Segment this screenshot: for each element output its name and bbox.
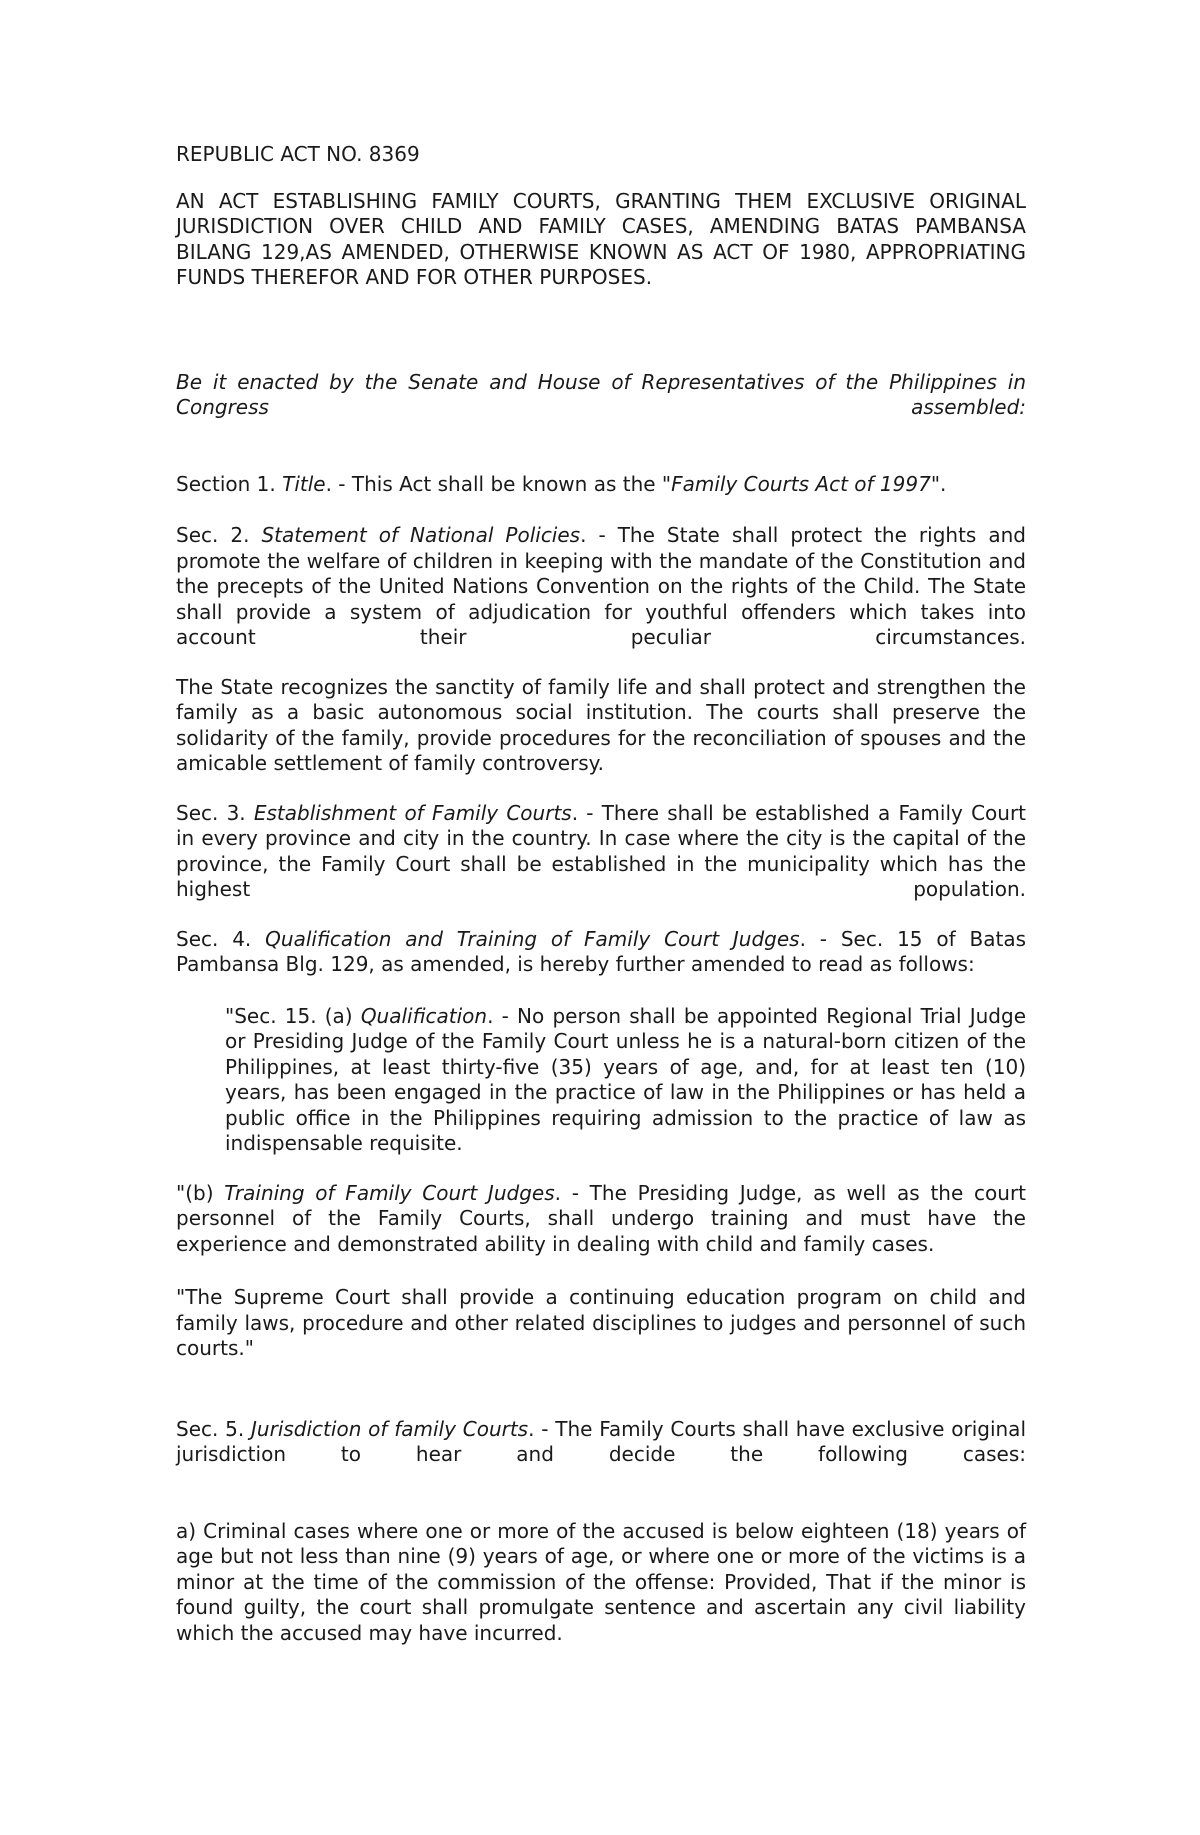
section-2-heading: Statement of National Policies — [261, 523, 581, 547]
section-2-lead: Sec. 2. — [176, 523, 262, 547]
section-4-lead: Sec. 4. — [176, 926, 266, 951]
act-title: AN ACT ESTABLISHING FAMILY COURTS, GRANTING THEM EXCLUSIVE ORIGINAL JURISDICTION OVER CHILD AND FAMILY CASES, AMENDING BATAS PAMBANSA BILANG 129,AS AMENDED, OTHERWISE KNOWN AS ACT OF 1980, APPROPRIATING FUNDS THEREFOR AND FOR OTHER PURPOSES. — [176, 188, 1026, 289]
section-1-tail: ". — [930, 471, 947, 496]
section-3-lead: Sec. 3. — [176, 800, 254, 825]
jurisdiction-item-a: a) Criminal cases where one or more of the accused is below eighteen (18) years of age but not less than nine (9) years of age, or where one or more of the victims is a minor at the time of the commission of the offense: Provided, That if the minor is found guilty, the court shall promulgate sentence and ascertain any civil liability which the accused may have incurred. — [176, 1518, 1026, 1645]
section-2-paragraph-2: The State recognizes the sanctity of family life and shall protect and strengthen the family as a basic autonomous social institution. The courts shall preserve the solidarity of the family, provide procedures for the reconciliation of spouses and the amicable settlement of family controversy. — [176, 674, 1026, 775]
section-4-heading: Qualification and Training of Family Court Judges — [265, 926, 800, 951]
document-page — [176, 142, 1026, 1646]
section-1-act-name: Family Courts Act of 1997 — [671, 471, 931, 496]
section-15-a-lead: "Sec. 15. (a) — [225, 1003, 361, 1028]
section-1-heading: Title — [282, 471, 326, 496]
section-5 — [176, 1417, 1026, 1468]
section-5-lead: Sec. 5. — [176, 1416, 252, 1441]
section-3-heading: Establishment of Family Courts — [253, 800, 572, 825]
act-number-header: REPUBLIC ACT NO. 8369 — [176, 142, 420, 166]
section-15-a-body: . - No person shall be appointed Regional Trial Judge or Presiding Judge of the Family Court unless he is a natural-born citizen of the Philippines, at least thirty-five (35) years of age, and, for at least ten (10) years, has been engaged in the practice of law in the Philippines or has held a public office in the Philippines requiring admission to the practice of law as indispensable requisite. — [225, 1003, 1026, 1155]
section-15-a — [225, 1004, 1026, 1157]
section-1-mid: . - This Act shall be known as the " — [325, 471, 672, 496]
section-2-body: . - The State shall protect the rights and promote the welfare of children in keeping with the mandate of the Constitution and the precepts of the United Nations Convention on the rights of the Child. The State shall provide a system of adjudication for youthful offenders which takes into account their peculiar circumstances. — [176, 523, 1026, 649]
section-15-b-body: . - The Presiding Judge, as well as the court personnel of the Family Courts, shall undergo training and must have the experience and demonstrated ability in dealing with child and family cases. — [176, 1180, 1027, 1256]
section-15-b — [176, 1181, 1026, 1258]
section-1-lead: Section 1. — [176, 471, 283, 496]
section-5-heading: Jurisdiction of family Courts — [251, 1416, 529, 1441]
supreme-court-paragraph: "The Supreme Court shall provide a continuing education program on child and family laws, procedure and other related disciplines to judges and personnel of such courts." — [176, 1285, 1026, 1360]
section-15-a-heading: Qualification — [360, 1003, 488, 1028]
section-3 — [176, 801, 1026, 903]
section-15-b-lead: "(b) — [176, 1180, 225, 1205]
section-1 — [176, 472, 1026, 498]
enacting-clause: Be it enacted by the Senate and House of Representatives of the Philippines in Congress assembled: — [176, 369, 1026, 419]
section-15-b-heading: Training of Family Court Judges — [224, 1180, 555, 1205]
section-2 — [176, 523, 1026, 651]
section-3-body: . - There shall be established a Family Court in every province and city in the country. In case where the city is the capital of the province, the Family Court shall be established in the municipality which has the highest population. — [176, 800, 1027, 901]
section-5-body: . - The Family Courts shall have exclusive original jurisdiction to hear and decide the following cases: — [176, 1416, 1026, 1466]
section-4 — [176, 927, 1026, 978]
section-4-body: . - Sec. 15 of Batas Pambansa Blg. 129, as amended, is hereby further amended to read as follows: — [176, 926, 1026, 976]
